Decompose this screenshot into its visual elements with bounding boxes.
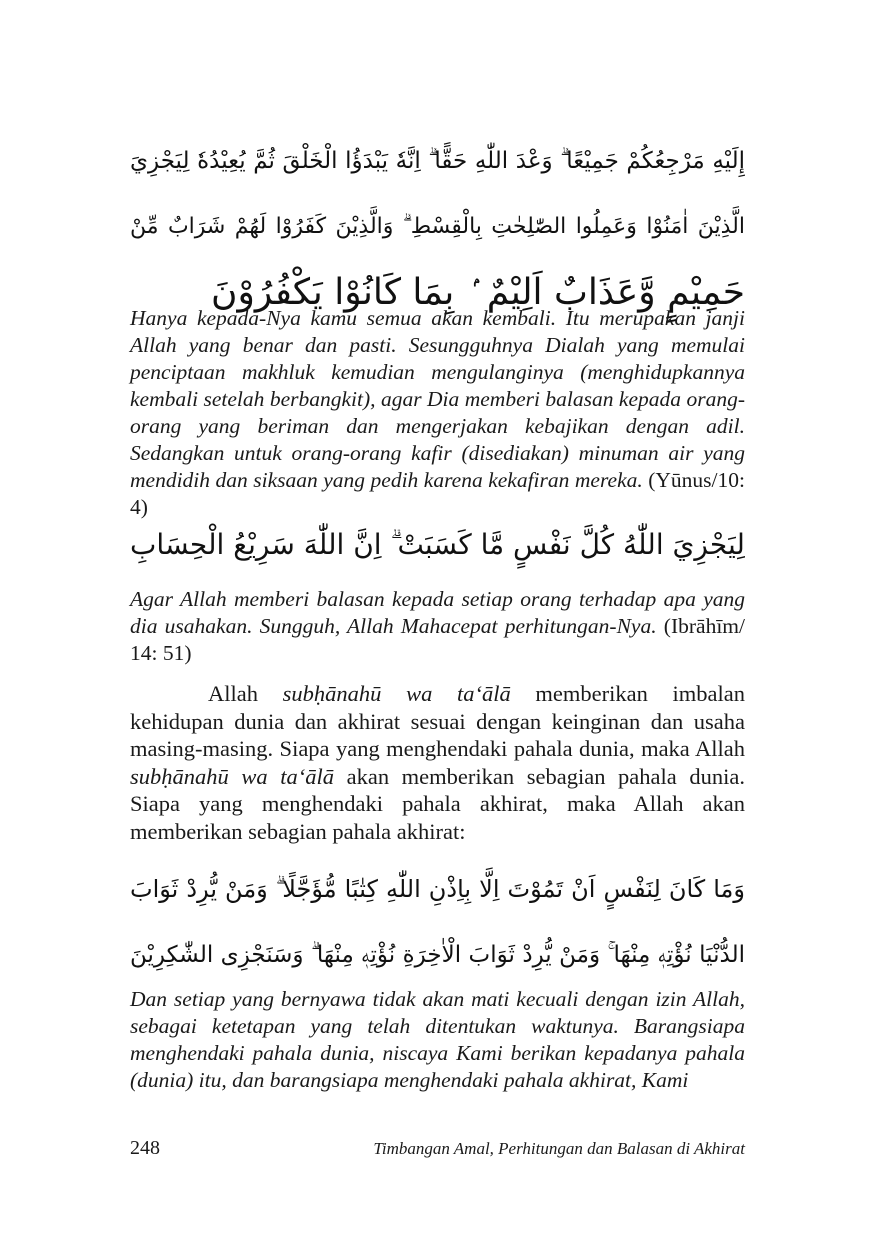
translation-verse-1-text: Hanya kepada-Nya kamu semua akan kembali. Itu merupakan janji Allah yang benar dan pasti. Sesungguhnya Dialah yang memulai penciptaan makhluk kemudian mengulanginya (menghidupkannya kembali setelah berbangkit), agar Dia memberi balasan kepada orang-orang yang beriman dan mengerjakan kebajikan dengan adil. Sedangkan untuk orang-orang kafir (disediakan) minuman air yang mendidih dan siksaan yang pedih karena kekafiran mereka.: [130, 306, 745, 492]
translation-verse-3: [130, 986, 745, 1094]
body-paragraph: [130, 680, 745, 845]
arabic-verse-1-line-1: إِلَيْهِ مَرْجِعُكُمْ جَمِيْعًا ۗ وَعْدَ اللّٰهِ حَقًّا ۗ اِنَّهٗ يَبْدَؤُا الْخَلْقَ ثُمَّ يُعِيْدُهٗ لِيَجْزِيَ: [130, 148, 745, 174]
page-number: 248: [130, 1137, 160, 1159]
paragraph-part-3: akan memberikan sebagian pahala dunia. Siapa yang menghendaki pahala akhirat, maka Allah akan memberikan sebagian pahala akhirat:: [130, 763, 745, 844]
arabic-verse-1-line-3: حَمِيْمٍ وَّعَذَابٌ اَلِيْمٌ ۢ بِمَا كَانُوْا يَكْفُرُوْنَ: [211, 272, 745, 313]
verse-1-reference: (Yūnus/10: 4): [130, 468, 745, 519]
honorific-2: subḥānahū wa ta‘ālā: [130, 763, 334, 789]
paragraph-part-1: Allah: [208, 681, 283, 706]
arabic-verse-1: [130, 128, 745, 326]
book-page: [130, 0, 745, 1240]
running-title: Timbangan Amal, Perhitungan dan Balasan di Akhirat: [373, 1139, 745, 1158]
paragraph-part-2: memberikan imbalan kehidupan dunia dan akhirat sesuai dengan keinginan dan usaha masing-masing. Siapa yang menghendaki pahala dunia, maka Allah: [130, 681, 745, 761]
arabic-verse-1-line-2: الَّذِيْنَ اٰمَنُوْا وَعَمِلُوا الصّٰلِحٰتِ بِالْقِسْطِ ۗ وَالَّذِيْنَ كَفَرُوْا لَهُمْ شَرَابٌ مِّنْ: [130, 214, 745, 239]
arabic-verse-3: [130, 856, 745, 988]
arabic-verse-2-line-1: لِيَجْزِيَ اللّٰهُ كُلَّ نَفْسٍ مَّا كَسَبَتْ ۗ اِنَّ اللّٰهَ سَرِيْعُ الْحِسَابِ: [130, 528, 745, 561]
translation-verse-3-text: Dan setiap yang bernyawa tidak akan mati kecuali dengan izin Allah, sebagai ketetapan yang telah ditentukan waktunya. Barangsiapa menghendaki pahala dunia, niscaya Kami berikan kepadanya pahala (dunia) itu, dan barangsiapa menghendaki pahala akhirat, Kami: [130, 987, 745, 1092]
translation-verse-2-text: Agar Allah memberi balasan kepada setiap orang terhadap apa yang dia usahakan. Sungguh, Allah Mahacepat perhitungan-Nya.: [130, 587, 745, 638]
translation-verse-1: [130, 305, 745, 521]
page-footer: [130, 1137, 745, 1165]
arabic-verse-3-line-2: الدُّنْيَا نُؤْتِهٖ مِنْهَا ۚ وَمَنْ يُّرِدْ ثَوَابَ الْاٰخِرَةِ نُؤْتِهٖ مِنْهَا ۗ وَسَنَجْزِى الشّٰكِرِيْنَ: [130, 942, 745, 968]
translation-verse-2: [130, 586, 745, 667]
arabic-verse-3-line-1: وَمَا كَانَ لِنَفْسٍ اَنْ تَمُوْتَ اِلَّا بِاِذْنِ اللّٰهِ كِتٰبًا مُّؤَجَّلًا ۗ وَمَنْ يُّرِدْ ثَوَابَ: [130, 875, 745, 903]
arabic-verse-2: [130, 512, 745, 578]
honorific-1: subḥānahū wa ta‘ālā: [282, 681, 511, 706]
verse-2-reference: (Ibrāhīm/ 14: 51): [130, 614, 745, 665]
